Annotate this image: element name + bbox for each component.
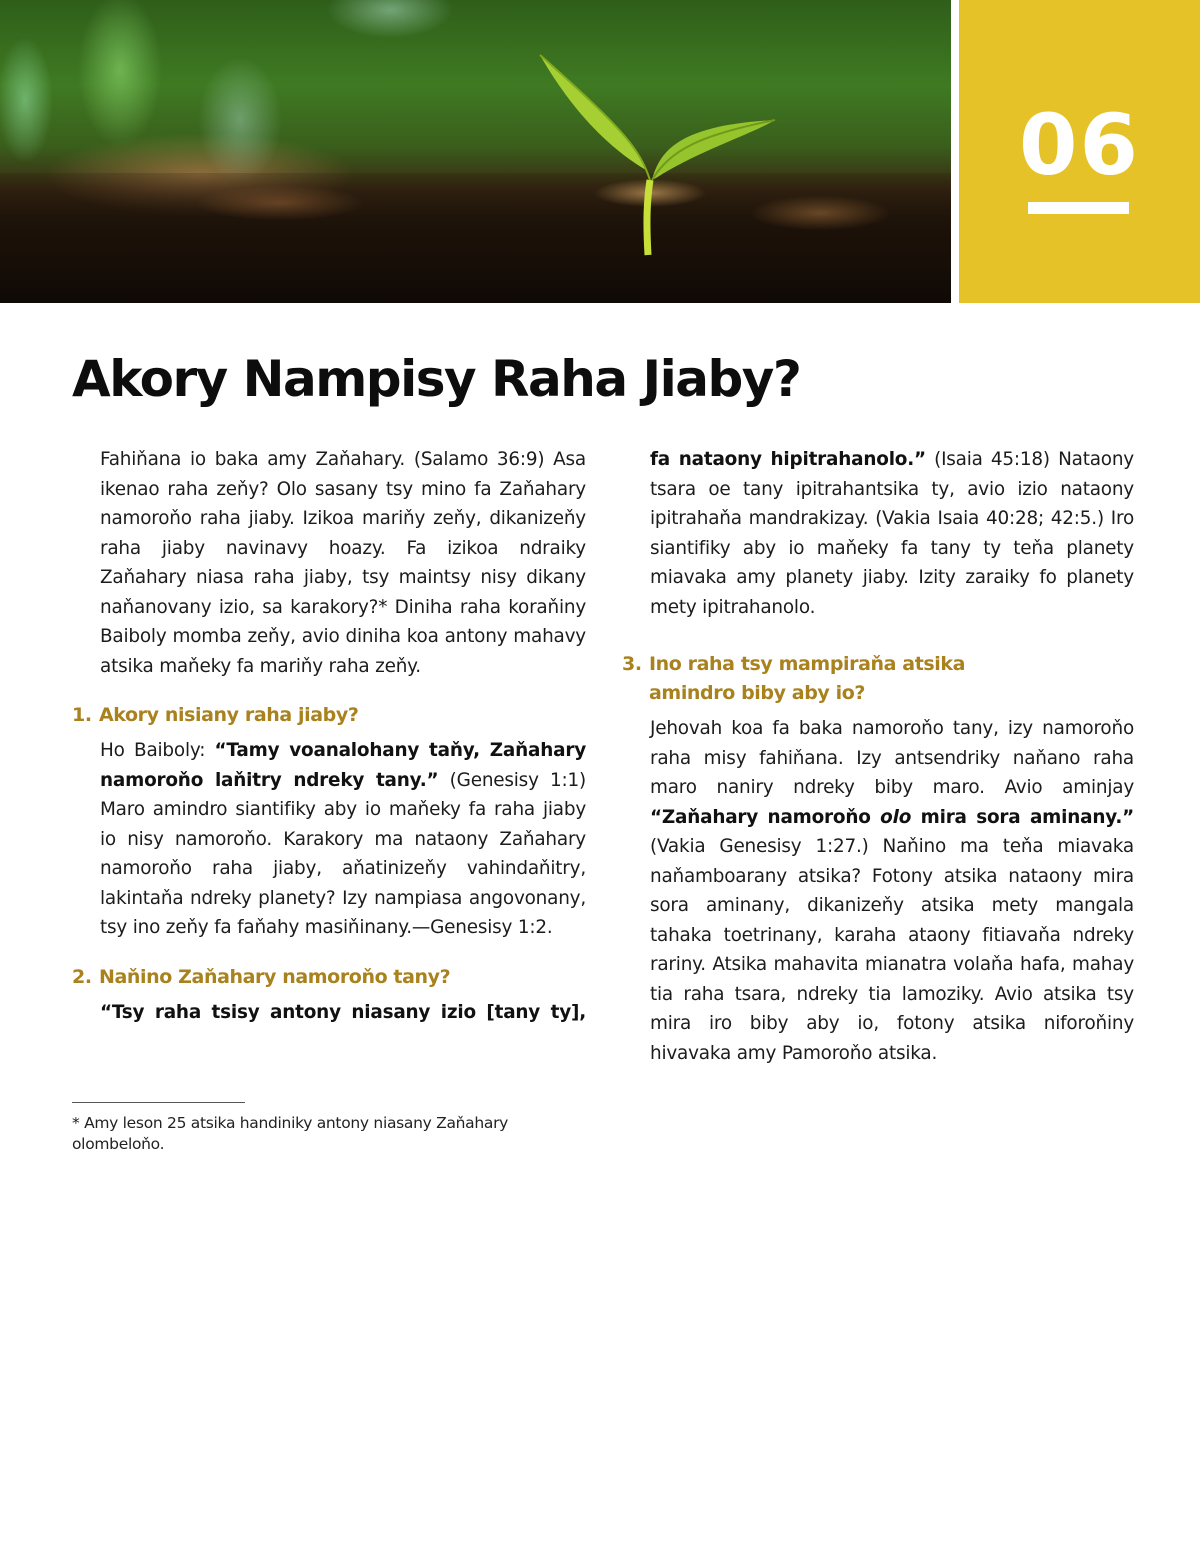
section-paragraph-1 xyxy=(72,736,586,943)
scripture-quote xyxy=(650,807,1134,828)
scripture-quote: “Tamy voanalohany taňy, Zaňahary namoroňo laňitry ndreky tany.” xyxy=(100,740,586,791)
section-heading-2 xyxy=(72,963,586,992)
footnote-marker[interactable]: * xyxy=(378,596,388,618)
paragraph-body: (Vakia Genesisy 1:27.) Naňino ma teňa miavaka naňamboarany atsika? Fotony atsika nataony mira sora aminany, dikanizeňy atsika mety mangala tahaka toetrinany, karaha ataony fitiavaňa ndreky rariny. Atsika mahavita mianatra volaňa hafa, mahay tia raha tsara, ndreky tia lamoziky. Avio atsika tsy mira iro biby aby io, fotony atsika niforoňiny hivavaka amy Pamoroňo atsika. xyxy=(650,836,1134,1064)
paragraph-body: Jehovah koa fa baka namoroňo tany, izy namoroňo raha misy fahiňana. Izy antsendriky naňano raha maro naniry ndreky biby maro. Avio aminjay xyxy=(650,718,1134,798)
footnote: * Amy leson 25 atsika handiniky antony niasany Zaňahary olombeloňo. xyxy=(72,1114,509,1153)
paragraph-body: (Genesisy 1:1) Maro amindro siantifiky aby io maňeky fa raha jiaby io nisy namoroňo. Karakory ma nataony Zaňahary namoroňo raha jiaby, aňatinizeňy vahindaňitry, lakintaňa ndreky planety? Izy nampiasa angovonany, tsy ino zeňy fa faňahy masiňinany.—Genesisy 1:2. xyxy=(100,769,586,938)
lead-text: Ho Baiboly: xyxy=(100,740,215,761)
soil-graphic xyxy=(0,173,951,303)
chapter-underline xyxy=(1028,202,1129,214)
section-number: 1. xyxy=(72,704,92,726)
right-column xyxy=(622,445,1134,1068)
section-number: 2. xyxy=(72,965,92,988)
chapter-badge xyxy=(959,0,1200,303)
scripture-quote: “Tsy raha tsisy antony niasany izio [tany ty], xyxy=(100,1001,586,1023)
section-heading-1 xyxy=(72,701,586,730)
section-heading-text: Naňino Zaňahary namoroňo tany? xyxy=(99,965,451,988)
page-title: Akory Nampisy Raha Jiaby? xyxy=(72,350,801,408)
left-column xyxy=(72,445,586,1027)
section-paragraph-2-start xyxy=(72,998,586,1028)
quote-part: “Zaňahary namoroňo xyxy=(650,806,881,828)
intro-paragraph xyxy=(72,445,586,681)
section-number: 3. xyxy=(622,653,642,675)
section-heading-3 xyxy=(622,650,1134,708)
section-paragraph-2-continued xyxy=(622,445,1134,622)
section-heading-text: Akory nisiany raha jiaby? xyxy=(99,704,359,726)
intro-text: Fahiňana io baka amy Zaňahary. (Salamo 36:9) Asa ikenao raha zeňy? Olo sasany tsy mino fa Zaňahary namoroňo raha jiaby. Izikoa mariňy zeňy, dikanizeňy raha jiaby navinavy hoazy. Fa izikoa ndraiky Zaňahary niasa raha jiaby, tsy maintsy nisy dikany naňanovany izio, sa karakory? xyxy=(100,449,586,618)
section-heading-text: Ino raha tsy mampiraňa atsika amindro biby aby io? xyxy=(649,653,966,704)
quote-part: mira sora aminany.” xyxy=(911,806,1135,828)
section-paragraph-3 xyxy=(622,714,1134,1068)
footnote-divider xyxy=(72,1102,245,1103)
scripture-quote: fa nataony hipitrahanolo.” xyxy=(650,449,926,470)
intro-text-continued: Diniha raha koraňiny Baiboly momba zeňy, avio diniha koa antony mahavy atsika maňeky fa mariňy raha zeňy. xyxy=(100,596,587,677)
hero-image xyxy=(0,0,951,303)
quote-emphasis: olo xyxy=(880,806,912,828)
paragraph-body: (Isaia 45:18) Nataony tsara oe tany ipitrahantsika ty, avio izio nataony ipitrahaňa mandrakizay. (Vakia Isaia 40:28; 42:5.) Iro siantifiky aby io maňeky fa tany ty teňa planety miavaka amy planety jiaby. Izity zaraiky fo planety mety ipitrahanolo. xyxy=(650,449,1134,618)
seedling-icon xyxy=(520,40,780,260)
chapter-number: 06 xyxy=(1019,96,1140,194)
